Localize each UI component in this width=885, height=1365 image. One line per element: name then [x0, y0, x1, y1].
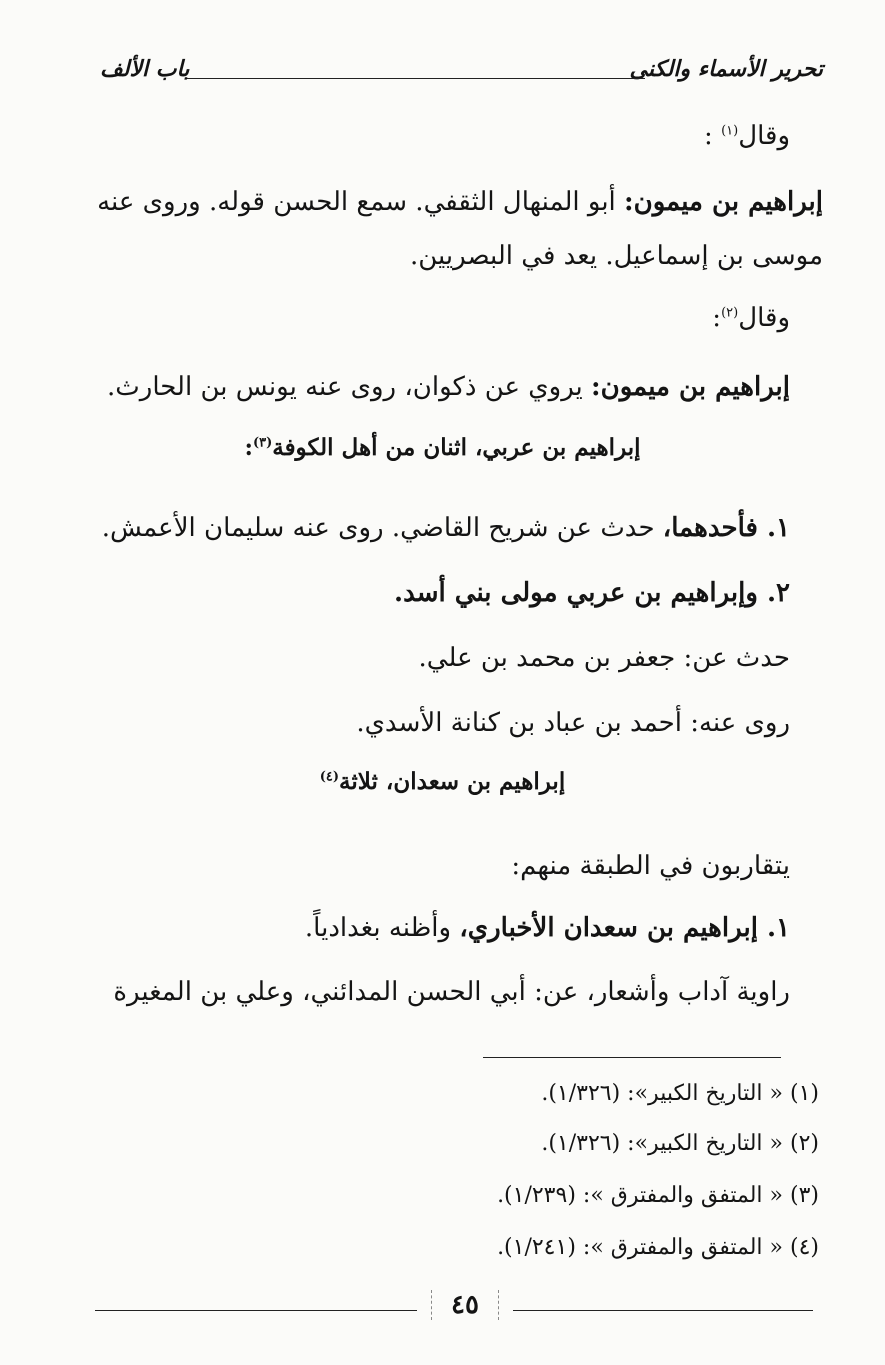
running-header	[100, 56, 823, 92]
narrated-by: روى عنه: أحمد بن عباد بن كنانة الأسدي.	[356, 708, 790, 738]
page-number: ٤٥	[431, 1290, 499, 1320]
list-item-1: ١. فأحدهما، حدث عن شريح القاضي. روى عنه سليمان الأعمش.	[101, 513, 790, 543]
narrated-from: حدث عن: جعفر بن محمد بن علي.	[418, 643, 790, 673]
book-title: تحرير الأسماء والكنى	[629, 56, 823, 82]
footnote-ref-3: (٣)	[252, 435, 273, 451]
footnote-3: (٣) « المتفق والمفترق »: (١/٢٣٩).	[497, 1183, 819, 1208]
entry-1-name: إبراهيم بن ميمون:	[624, 187, 823, 217]
last-text-line: راوية آداب وأشعار، عن: أبي الحسن المدائني، وعلي بن المغيرة	[113, 977, 790, 1007]
said-line-1: وقال$^{(١)}$ :	[704, 121, 790, 151]
section-heading-1: إبراهيم بن عربي، اثنان من أهل الكوفة$^{(٣)}$:	[244, 434, 641, 461]
list-item-3: ١. إبراهيم بن سعدان الأخباري، وأظنه بغدادياً.	[304, 913, 790, 943]
footnote-2: (٢) « التاريخ الكبير»: (١/٣٢٦).	[541, 1131, 819, 1156]
page-footer	[95, 1290, 813, 1326]
entry-1-line-b: موسى بن إسماعيل. يعد في البصريين.	[410, 241, 823, 271]
footnote-4: (٤) « المتفق والمفترق »: (١/٢٤١).	[497, 1235, 819, 1260]
footnote-ref-4: (٤)	[319, 769, 340, 785]
chapter-title: باب الألف	[100, 56, 190, 82]
footnote-separator	[483, 1057, 781, 1058]
footer-rule-left	[95, 1310, 417, 1311]
entry-1-line-a: إبراهيم بن ميمون: أبو المنهال الثقفي. سمع الحسن قوله. وروى عنه	[97, 187, 823, 217]
footnote-1: (١) « التاريخ الكبير»: (١/٣٢٦).	[541, 1081, 819, 1106]
intro-line: يتقاربون في الطبقة منهم:	[511, 851, 790, 881]
entry-2-name: إبراهيم بن ميمون:	[591, 372, 790, 402]
said-line-2: وقال$^{(٢)}$:	[712, 303, 790, 333]
footnote-ref-2: (٢)	[721, 305, 739, 321]
footnote-ref-1: (١)	[721, 123, 739, 139]
entry-2: إبراهيم بن ميمون: يروي عن ذكوان، روى عنه يونس بن الحارث.	[107, 372, 790, 402]
footer-rule-right	[513, 1310, 813, 1311]
list-item-2: ٢. وإبراهيم بن عربي مولى بني أسد.	[394, 578, 790, 608]
header-rule	[186, 78, 645, 79]
section-heading-2: إبراهيم بن سعدان، ثلاثة$^{(٤)}$	[319, 768, 566, 795]
